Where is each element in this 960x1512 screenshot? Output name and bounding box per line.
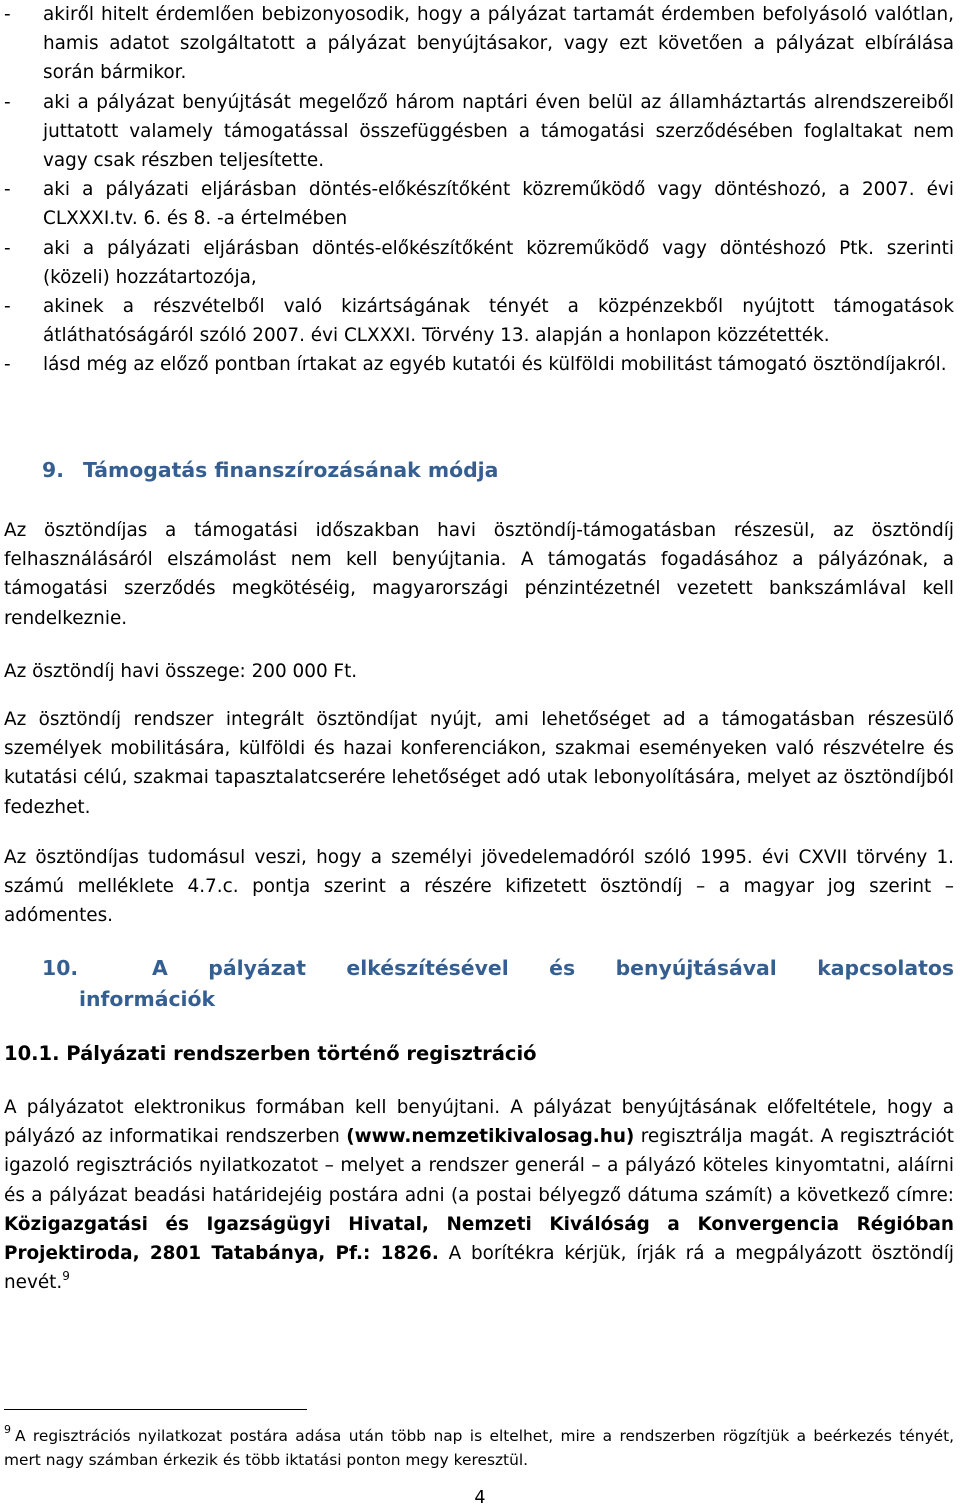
list-item-text: aki a pályázati eljárásban döntés-előkészítőként közreműködő vagy döntéshozó Ptk. szerinti (közeli) hozzátartozója, bbox=[43, 237, 954, 288]
text-run: A borítékra kérjük, írják rá a megpályázott ösztöndíj nevét. bbox=[4, 1243, 954, 1294]
bullet-marker: - bbox=[4, 237, 11, 259]
list-item bbox=[0, 234, 954, 292]
paragraph: Az ösztöndíj rendszer integrált ösztöndíjat nyújt, ami lehetőséget ad a támogatásban részesülő személyek mobilitására, külföldi és hazai konferenciákon, szakmai eseményeken való részvételre és kutatási célú, szakmai tapasztalatcserére lehetőséget adó utak lebonyolítására, melyet az ösztöndíjból fedezhet. bbox=[4, 709, 954, 818]
page-number: 4 bbox=[474, 1488, 486, 1508]
paragraph: Az ösztöndíjas tudomásul veszi, hogy a személyi jövedelemadóról szóló 1995. évi CXVII törvény 1. számú melléklete 4.7.c. pontja szerint a részére kifizetett ösztöndíj – a magyar jog szerint – adómentes. bbox=[4, 847, 954, 927]
text-run: regisztrálja magát. A regisztrációt igazoló regisztrációs nyilatkozatot – melyet a rendszer generál – a pályázó köteles kinyomtatni, aláírni és a pályázat beadási határidejéig postára adni (a postai bélyegző dátuma számít) a következő címre: bbox=[4, 1126, 954, 1206]
list-item-text: akinek a részvételből való kizártságának tényét a közpénzekből nyújtott támogatások átláthatóságáról szóló 2007. évi CLXXXI. Törvény 13. alapján a honlapon közzétették. bbox=[43, 296, 954, 347]
section-number: 10. bbox=[42, 956, 79, 980]
exclusion-list bbox=[4, 0, 954, 380]
footnote-number: 9 bbox=[4, 1423, 11, 1436]
list-item bbox=[0, 292, 954, 350]
bullet-marker: - bbox=[4, 296, 11, 318]
postal-address: Közigazgatási és Igazságügyi Hivatal, Nemzeti Kiválóság a Konvergencia Régióban Projektiroda, 2801 Tatabánya, Pf.: 1826. bbox=[4, 1213, 954, 1265]
section-title-line: információk bbox=[79, 987, 216, 1011]
website-link[interactable]: (www.nemzetikivalosag.hu) bbox=[346, 1126, 635, 1148]
bullet-marker: - bbox=[4, 354, 11, 376]
bullet-marker: - bbox=[4, 91, 11, 113]
subsection-heading: 10.1. Pályázati rendszerben történő regisztráció bbox=[4, 1042, 537, 1065]
list-item-text: aki a pályázati eljárásban döntés-előkészítőként közreműködő vagy döntéshozó, a 2007. évi CLXXXI.tv. 6. és 8. -a értelmében bbox=[43, 179, 954, 230]
bullet-marker: - bbox=[4, 179, 11, 201]
list-item-text: akiről hitelt érdemlően bebizonyosodik, hogy a pályázat tartamát érdemben befolyásoló valótlan, hamis adatot szolgáltatott a pályázat benyújtásakor, vagy ezt követően a pályázat elbírálása során bármikor. bbox=[43, 4, 954, 84]
footnote-ref[interactable]: 9 bbox=[62, 1269, 70, 1284]
text-run: A pályázatot elektronikus formában kell benyújtani. A pályázat benyújtásának előfeltétele, hogy a pályázó az informatikai rendszerben bbox=[4, 1097, 954, 1148]
list-item-text: lásd még az előző pontban írtakat az egyéb kutatói és külföldi mobilitást támogató ösztöndíjakról. bbox=[43, 354, 947, 376]
paragraph-amount: Az ösztöndíj havi összege: 200 000 Ft. bbox=[4, 661, 358, 682]
list-item-text: aki a pályázat benyújtását megelőző három naptári éven belül az államháztartás alrendszereiből juttatott valamely támogatással összefüggésben a támogatási szerződésében foglaltakat nem vagy csak részben teljesítette. bbox=[43, 91, 954, 172]
list-item bbox=[0, 350, 954, 379]
paragraph: Az ösztöndíjas a támogatási időszakban havi ösztöndíj-támogatásban részesül, az ösztöndíj felhasználásáról elszámolást nem kell benyújtania. A támogatás fogadásához a pályázónak, a támogatási szerződés megkötéséig, magyarországi pénzintézetnél vezetett bankszámlával kell rendelkeznie. bbox=[4, 520, 954, 629]
list-item bbox=[0, 0, 954, 88]
list-item bbox=[0, 175, 954, 233]
footnote bbox=[4, 1424, 954, 1472]
bullet-marker: - bbox=[4, 4, 11, 25]
paragraph-registration bbox=[4, 1093, 954, 1297]
section-title: Támogatás finanszírozásának módja bbox=[83, 458, 499, 482]
footnote-text: A regisztrációs nyilatkozat postára adása után több nap is eltelhet, mire a rendszerben rögzítjük a beérkezés tényét, mert nagy számban érkezik és több iktatási ponton megy keresztül. bbox=[4, 1427, 954, 1469]
section-number: 9. bbox=[42, 458, 64, 482]
list-item bbox=[0, 88, 954, 176]
section-title-line: A pályázat elkészítésével és benyújtásával kapcsolatos bbox=[152, 956, 954, 980]
footnote-separator bbox=[4, 1409, 307, 1410]
